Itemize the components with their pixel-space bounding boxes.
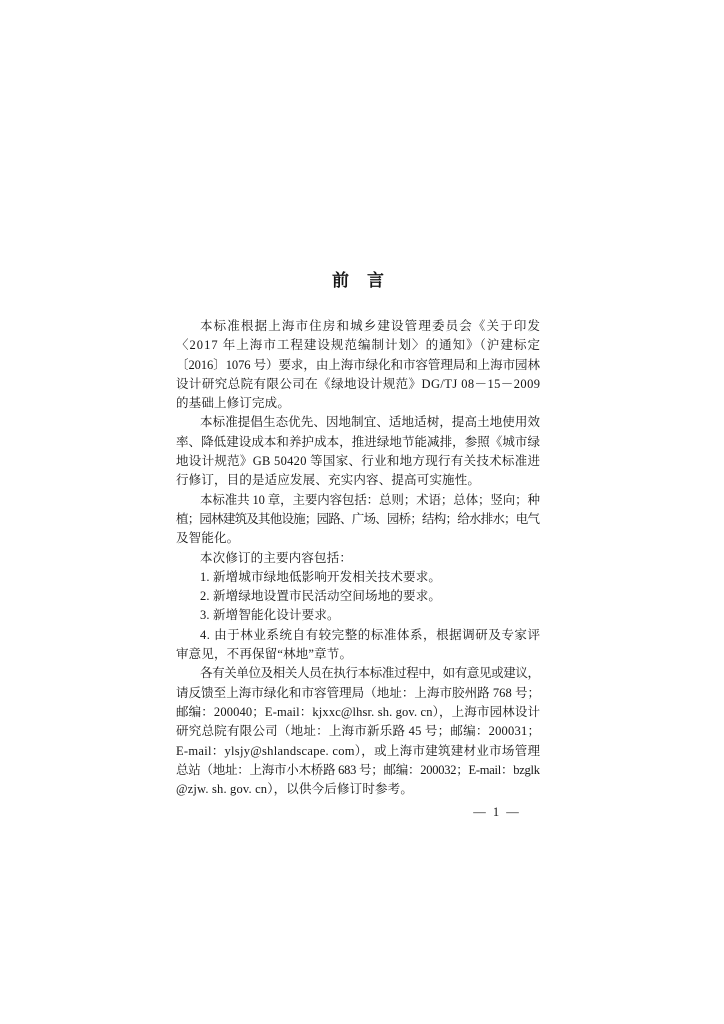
text-line: 本标准提倡生态优先、因地制宜、适地适树，提高土地使用效 (200, 415, 541, 430)
paragraph (176, 317, 540, 413)
text-line: 的基础上修订完成。 (176, 396, 291, 411)
text-line: 1. 新增城市绿地低影响开发相关技术要求。 (200, 569, 442, 584)
text-line: 率、降低建设成本和养护成本，推进绿地节能减排，参照《城市绿 (176, 434, 541, 449)
list-item (176, 568, 540, 587)
text-line: 2. 新增绿地设置市民活动空间场地的要求。 (200, 589, 442, 604)
text-line: 3. 新增智能化设计要求。 (200, 608, 340, 623)
list-item (176, 626, 540, 665)
text-line: @zjw. sh. gov. cn），以供今后修订时参考。 (176, 782, 413, 797)
text-line: 设计研究总院有限公司在《绿地设计规范》DG/TJ 08－15－2009 (176, 376, 541, 391)
text-line: 行修订，目的是适应发展、充实内容、提高可实施性。 (176, 473, 481, 488)
paragraph (176, 413, 540, 490)
text-line: 地设计规范》GB 50420 等国家、行业和地方现行有关技术标准进 (176, 454, 541, 469)
text-line: 本标准根据上海市住房和城乡建设管理委员会《关于印发 (200, 319, 542, 333)
paragraph (176, 491, 540, 549)
text-line: E-mail：ylsjy@shlandscape. com），或上海市建筑建材业市场管理 (176, 743, 541, 758)
paragraph (176, 664, 540, 799)
text-line: 及智能化。 (176, 531, 240, 546)
text-line: 邮编：200040；E-mail：kjxxc@lhsr. sh. gov. cn），上海市园林设计 (176, 704, 541, 719)
document-body (176, 317, 540, 799)
text-line: 〔2016〕1076 号）要求，由上海市绿化和市容管理局和上海市园林 (176, 357, 540, 372)
text-line: 请反馈至上海市绿化和市容管理局（地址：上海市胶州路 768 号； (176, 685, 541, 700)
text-line: 4. 由于林业系统自有较完整的标准体系，根据调研及专家评 (200, 627, 541, 642)
text-line: 〈2017 年上海市工程建设规范编制计划〉的通知》（沪建标定 (176, 338, 542, 353)
page-title: 前言 (332, 271, 402, 290)
text-line: 总站（地址：上海市小木桥路 683 号；邮编：200032；E-mail：bzglk (176, 762, 540, 777)
text-line: 审意见，不再保留“林地”章节。 (176, 647, 353, 662)
text-line: 研究总院有限公司（地址：上海市新乐路 45 号；邮编：200031； (176, 724, 541, 739)
list-item (176, 587, 540, 606)
paragraph (176, 549, 540, 568)
text-line: 本标准共 10 章，主要内容包括：总则；术语；总体；竖向；种 (200, 492, 540, 507)
list-item (176, 606, 540, 625)
text-line: 各有关单位及相关人员在执行本标准过程中，如有意见或建议， (200, 666, 540, 681)
text-line: 本次修订的主要内容包括： (200, 550, 353, 565)
text-line: 植；园林建筑及其他设施；园路、广场、园桥；结构；给水排水；电气 (176, 511, 540, 526)
page-number: — 1 — (473, 805, 521, 819)
